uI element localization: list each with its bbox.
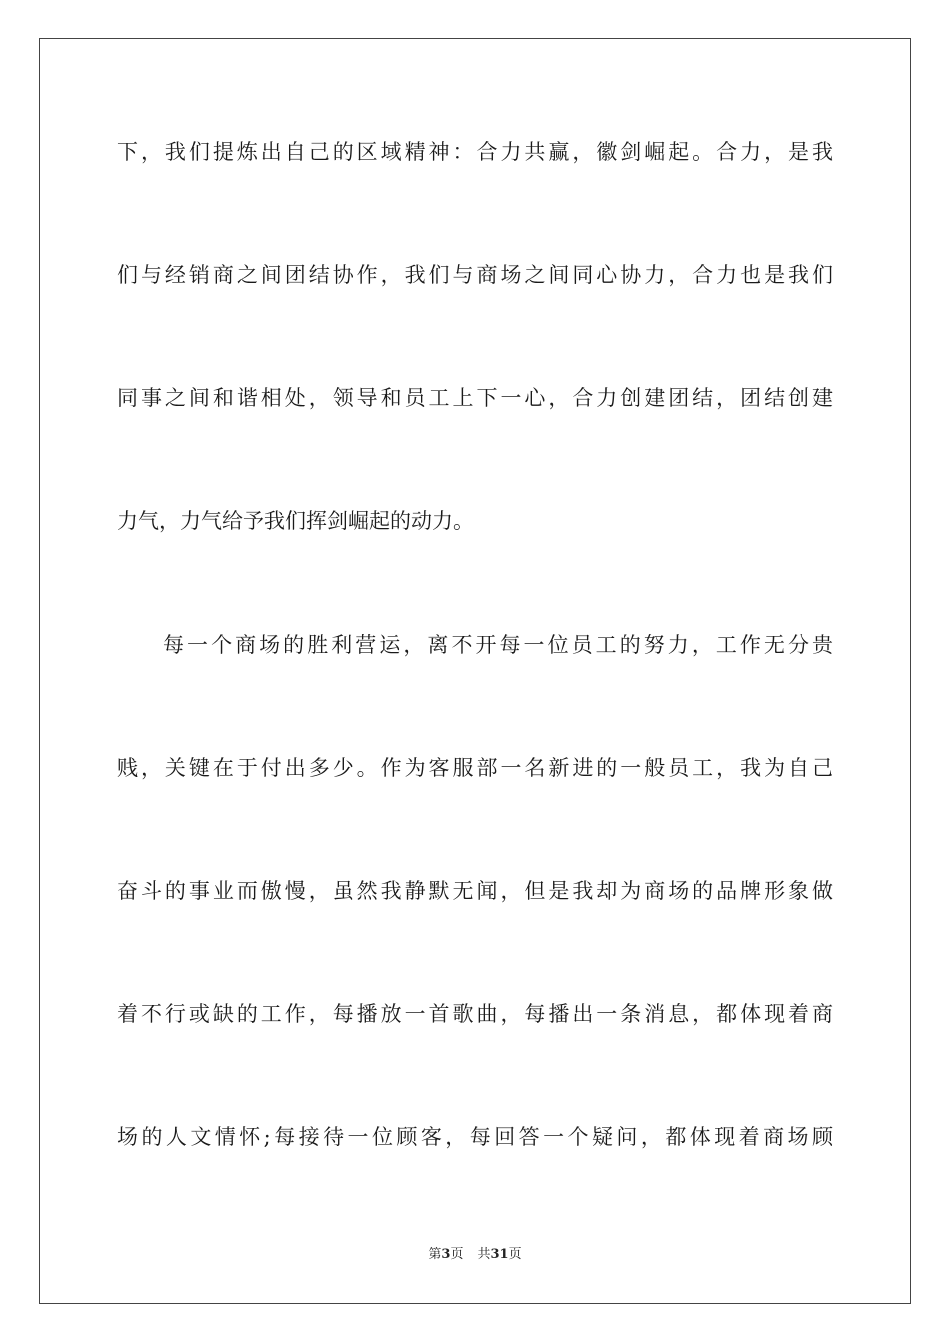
text-line: 场的人文情怀;每接待一位顾客，每回答一个疑问，都体现着商场顾 [117, 1125, 833, 1149]
text-line: 贱，关键在于付出多少。作为客服部一名新进的一般员工，我为自己 [117, 756, 833, 780]
text-line: 下，我们提炼出自己的区域精神：合力共赢，徽剑崛起。合力，是我 [117, 140, 833, 164]
total-prefix: 共 [477, 1247, 491, 1262]
page-number: 3 [441, 1247, 451, 1262]
text-line: 同事之间和谐相处，领导和员工上下一心，合力创建团结，团结创建 [117, 386, 833, 410]
page-footer [0, 1246, 950, 1264]
text-line: 力气，力气给予我们挥剑崛起的动力。 [117, 509, 474, 533]
text-line: 每一个商场的胜利营运，离不开每一位员工的努力，工作无分贵 [163, 633, 833, 657]
page-suffix: 页 [450, 1247, 464, 1262]
page-border [39, 38, 911, 1304]
text-line: 着不行或缺的工作，每播放一首歌曲，每播出一条消息，都体现着商 [117, 1002, 833, 1026]
text-line: 们与经销商之间团结协作，我们与商场之间同心协力，合力也是我们 [117, 263, 833, 287]
page-prefix: 第 [428, 1247, 442, 1262]
text-line: 奋斗的事业而傲慢，虽然我静默无闻，但是我却为商场的品牌形象做 [117, 879, 833, 903]
total-pages: 31 [490, 1247, 509, 1262]
total-suffix: 页 [508, 1247, 522, 1262]
